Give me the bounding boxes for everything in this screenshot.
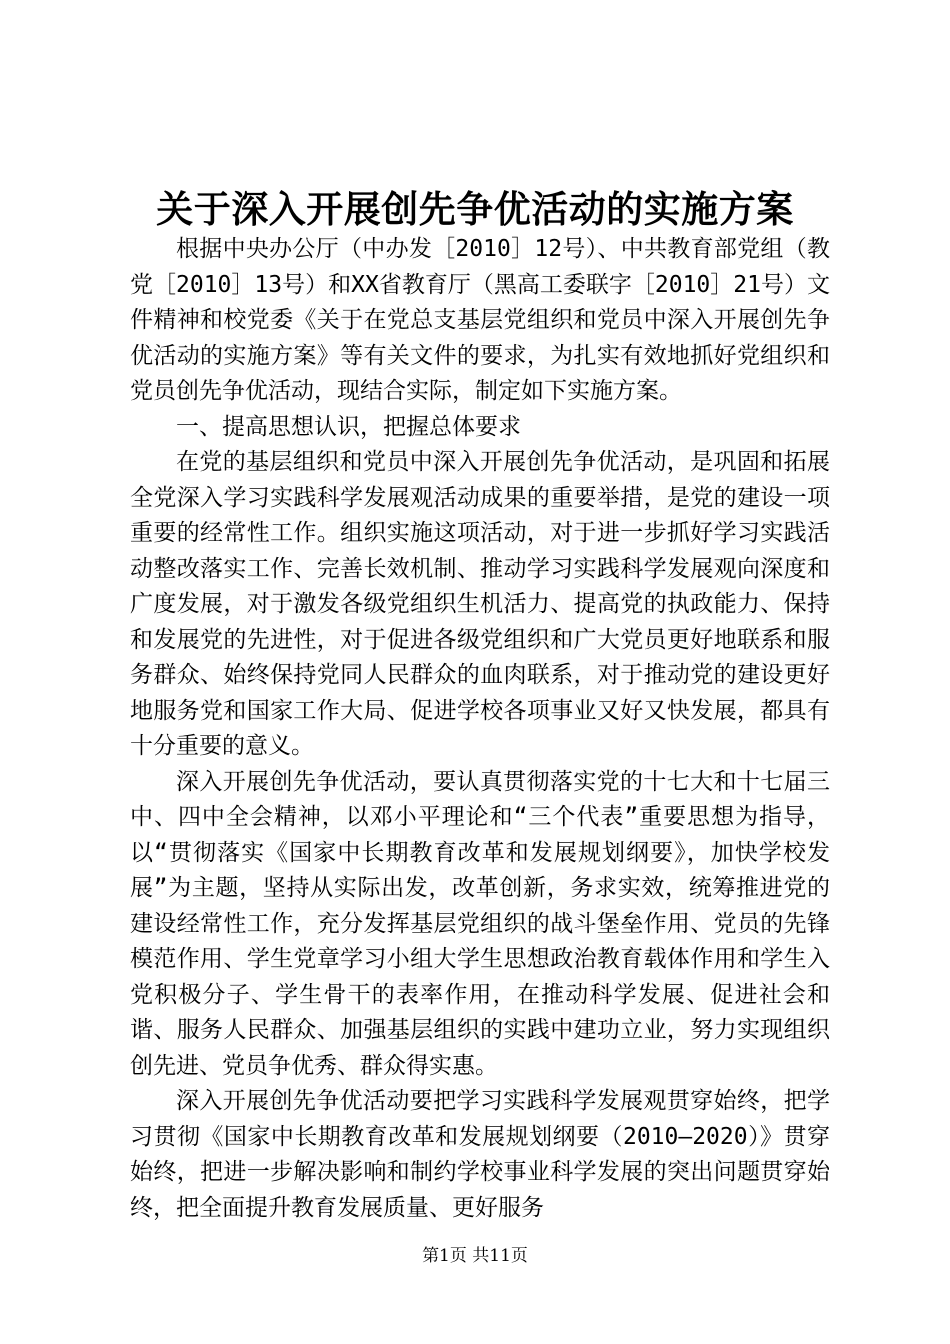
document-body bbox=[130, 232, 830, 1226]
paragraph-guiding-thought: 深入开展创先争优活动，要认真贯彻落实党的十七大和十七届三中、四中全会精神，以邓小平理论和“三个代表”重要思想为指导，以“贯彻落实《国家中长期教育改革和发展规划纲要》，加快学校发展”为主题，坚持从实际出发，改革创新，务求实效，统筹推进党的建设经常性工作，充分发挥基层党组织的战斗堡垒作用、党员的先锋模范作用、学生党章学习小组大学生思想政治教育载体作用和学生入党积极分子、学生骨干的表率作用，在推动科学发展、促进社会和谐、服务人民群众、加强基层组织的实践中建功立业，努力实现组织创先进、党员争优秀、群众得实惠。 bbox=[130, 768, 830, 1079]
page-footer: 第1页 共11页 bbox=[422, 1246, 528, 1266]
paragraph-throughout: 深入开展创先争优活动要把学习实践科学发展观贯穿始终，把学习贯彻《国家中长期教育改革和发展规划纲要（2010—2020）》贯穿始终，把进一步解决影响和制约学校事业科学发展的突出问题贯穿始终，把全面提升教育发展质量、更好服务 bbox=[130, 1088, 830, 1221]
document-title: 关于深入开展创先争优活动的实施方案 bbox=[156, 187, 794, 231]
section-heading-1: 一、提高思想认识，把握总体要求 bbox=[176, 413, 521, 440]
paragraph-intro: 根据中央办公厅（中办发［2010］12号）、中共教育部党组（教党［2010］13号）和XX省教育厅（黑高工委联字［2010］21号）文件精神和校党委《关于在党总支基层党组织和党员中深入开展创先争优活动的实施方案》等有关文件的要求，为扎实有效地抓好党组织和党员创先争优活动，现结合实际，制定如下实施方案。 bbox=[130, 236, 830, 404]
paragraph-significance: 在党的基层组织和党员中深入开展创先争优活动，是巩固和拓展全党深入学习实践科学发展观活动成果的重要举措，是党的建设一项重要的经常性工作。组织实施这项活动，对于进一步抓好学习实践活动整改落实工作、完善长效机制、推动学习实践科学发展观向深度和广度发展，对于激发各级党组织生机活力、提高党的执政能力、保持和发展党的先进性，对于促进各级党组织和广大党员更好地联系和服务群众、始终保持党同人民群众的血肉联系，对于推动党的建设更好地服务党和国家工作大局、促进学校各项事业又好又快发展，都具有十分重要的意义。 bbox=[130, 449, 830, 759]
